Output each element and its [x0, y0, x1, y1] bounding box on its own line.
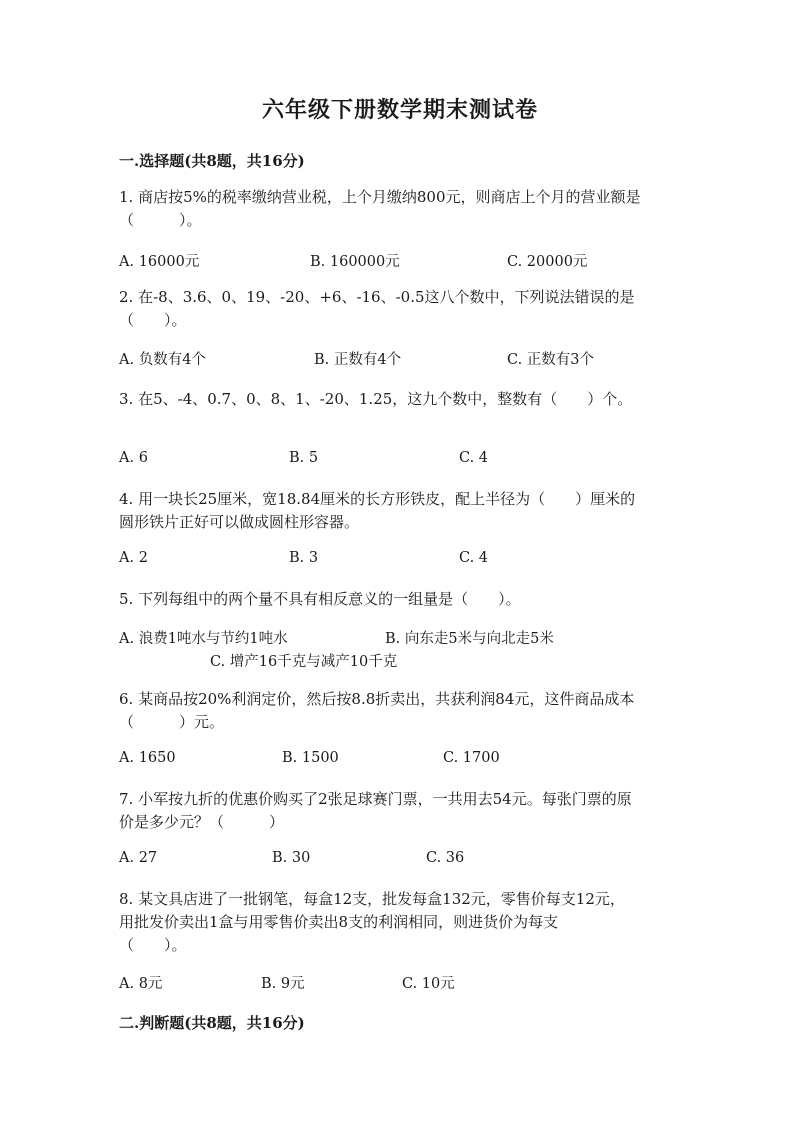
- question-text-line: 5. 下列每组中的两个量不具有相反意义的一组量是（ ）。: [119, 590, 521, 608]
- option-a: A. 负数有4个: [119, 352, 206, 368]
- question-7: [119, 788, 679, 834]
- question-text-line: 2. 在-8、3.6、0、19、-20、+6、-16、-0.5这八个数中，下列说法错误的是: [119, 288, 635, 306]
- question-text-line: （ ）。: [119, 211, 202, 229]
- question-text-line: 4. 用一块长25厘米，宽18.84厘米的长方形铁皮，配上半径为（ ）厘米的: [119, 490, 636, 508]
- option-c: C. 正数有3个: [507, 352, 595, 368]
- question-2: [119, 286, 679, 332]
- option-c: C. 10元: [402, 976, 455, 992]
- question-4: [119, 488, 679, 534]
- option-c: C. 36: [426, 850, 465, 866]
- option-b: B. 正数有4个: [314, 352, 402, 368]
- section-heading-choice: 一.选择题(共8题，共16分): [119, 152, 305, 170]
- option-a: A. 27: [119, 850, 158, 866]
- option-a: A. 6: [119, 450, 148, 466]
- option-b: B. 向东走5米与向北走5米: [385, 631, 554, 647]
- option-b: B. 30: [272, 850, 311, 866]
- question-text-line: 3. 在5、-4、0.7、0、8、1、-20、1.25，这九个数中，整数有（ ）个。: [119, 390, 633, 408]
- option-a: A. 1650: [119, 750, 176, 766]
- option-b: B. 160000元: [310, 254, 400, 270]
- question-text-line: 6. 某商品按20%利润定价，然后按8.8折卖出，共获利润84元，这件商品成本: [119, 690, 635, 708]
- question-8: [119, 888, 679, 957]
- option-c: C. 20000元: [507, 254, 588, 270]
- option-c: C. 1700: [443, 750, 500, 766]
- question-5: [119, 588, 679, 611]
- option-c: C. 4: [459, 450, 489, 466]
- option-a: A. 浪费1吨水与节约1吨水: [119, 631, 288, 647]
- question-text-line: 7. 小军按九折的优惠价购买了2张足球赛门票，一共用去54元。每张门票的原: [119, 790, 632, 808]
- section-heading-judgement: 二.判断题(共8题，共16分): [119, 1014, 305, 1032]
- question-text-line: 圆形铁片正好可以做成圆柱形容器。: [119, 513, 360, 531]
- option-a: A. 8元: [119, 976, 163, 992]
- option-b: B. 5: [289, 450, 319, 466]
- option-b: B. 3: [289, 550, 319, 566]
- question-text-line: 价是多少元？（ ）: [119, 813, 285, 831]
- question-3: [119, 388, 679, 411]
- option-a: A. 2: [119, 550, 148, 566]
- question-text-line: 8. 某文具店进了一批钢笔，每盒12支，批发每盒132元，零售价每支12元，: [119, 890, 625, 908]
- option-c: C. 4: [459, 550, 489, 566]
- question-text-line: 1. 商店按5%的税率缴纳营业税，上个月缴纳800元，则商店上个月的营业额是: [119, 188, 641, 206]
- option-b: B. 1500: [282, 750, 339, 766]
- question-6: [119, 688, 679, 734]
- option-c: C. 增产16千克与减产10千克: [210, 654, 398, 670]
- question-text-line: （ ）。: [119, 936, 187, 954]
- question-text-line: （ ）。: [119, 311, 187, 329]
- question-text-line: 用批发价卖出1盒与用零售价卖出8支的利润相同，则进货价为每支: [119, 913, 559, 931]
- option-b: B. 9元: [261, 976, 305, 992]
- page-title: 六年级下册数学期末测试卷: [261, 97, 538, 123]
- option-a: A. 16000元: [119, 254, 200, 270]
- question-1: [119, 186, 679, 232]
- question-text-line: （ ）元。: [119, 713, 225, 731]
